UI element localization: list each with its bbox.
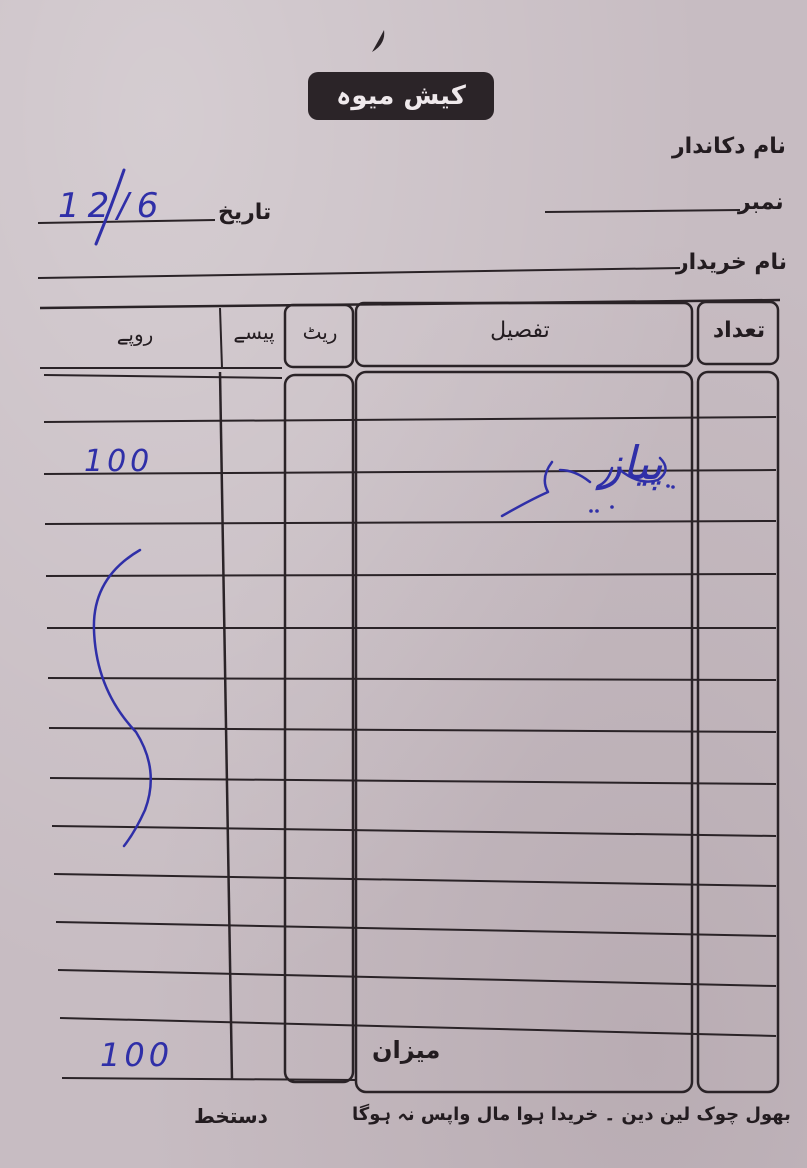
row-1-rupees: 100 [84,444,154,479]
total-label: میزان [372,1036,441,1064]
date-label: تاریخ [218,200,272,225]
shopkeeper-name-label: نام دکاندار [672,134,786,159]
total-rupees: 100 [100,1036,174,1074]
signature-label: دستخط [194,1104,268,1128]
number-label: نمبر [738,190,784,215]
buyer-underline [38,268,680,278]
row-1-detail: پیاز [600,436,663,490]
shop-title: کیش میوہ [308,72,494,120]
column-header-qty: تعداد [712,318,766,343]
column-header-paise: پیسے [233,320,275,344]
column-header-rupees: روپے [116,322,154,346]
leaf-icon [372,30,384,52]
footer-notice: بھول چوک لین دین ۔ خریدا ہوا مال واپس نہ ہوگا [352,1104,791,1125]
ditto-bracket [94,550,151,846]
ruled-lines [44,417,776,1080]
column-header-detail: تفصیل [490,318,550,343]
buyer-name-label: نام خریدار [676,250,788,275]
number-underline [545,210,740,212]
column-header-rate: ریٹ [302,320,338,344]
date-value: 12/6 [58,186,167,226]
